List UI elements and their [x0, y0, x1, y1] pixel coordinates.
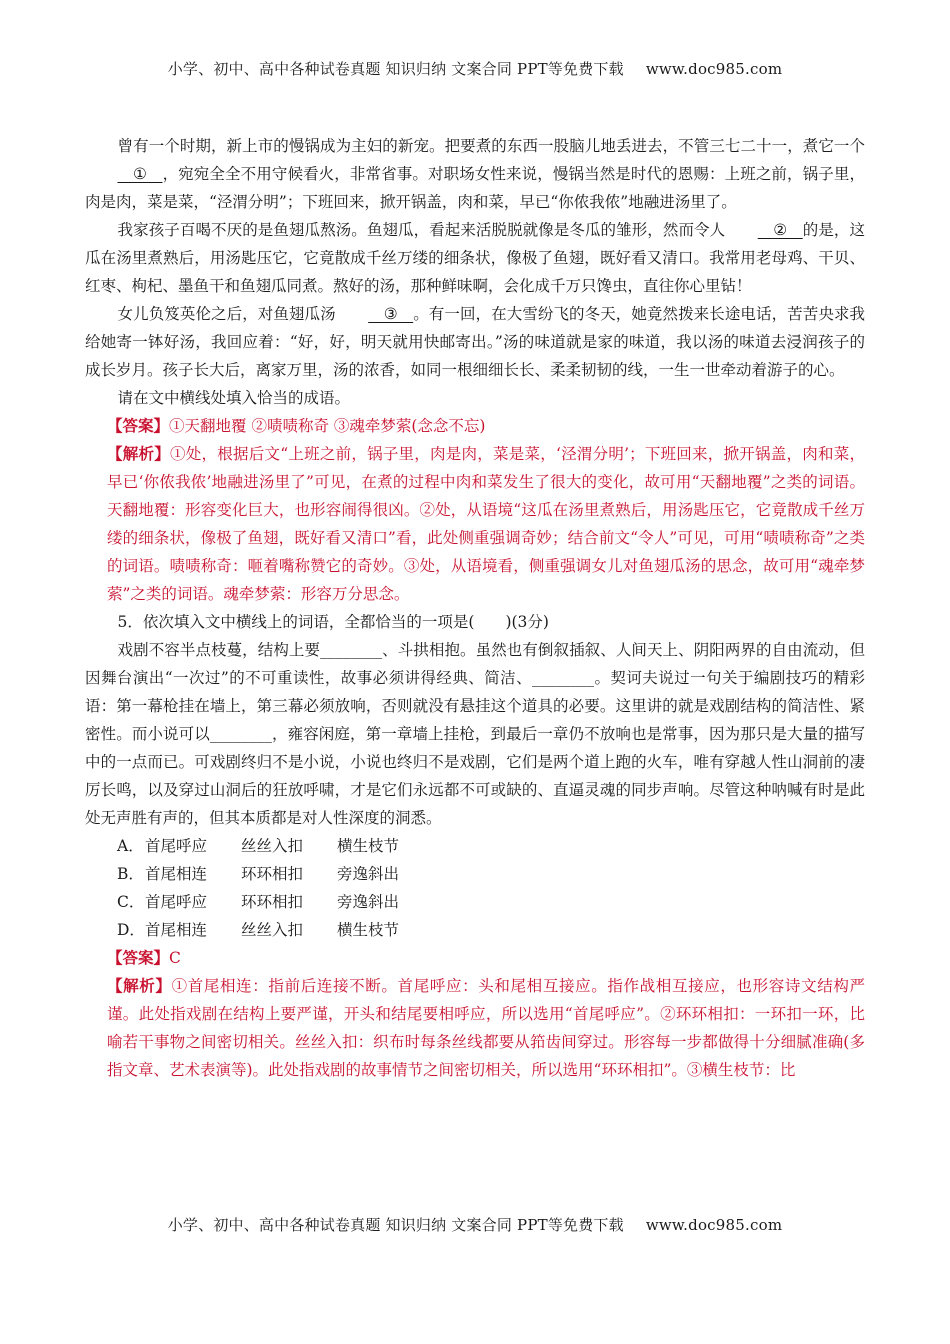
- question-prompt: 请在文中横线处填入恰当的成语。: [117, 389, 351, 407]
- answer-line-5: [85, 944, 865, 972]
- option-label: A．: [117, 837, 144, 855]
- analysis-paragraph: [85, 440, 865, 608]
- header-url[interactable]: www.doc985.com: [645, 60, 783, 78]
- option-word-2: 丝丝入扣: [241, 837, 304, 855]
- option-b[interactable]: [85, 860, 865, 888]
- option-label: C．: [117, 893, 145, 911]
- option-a[interactable]: [85, 832, 865, 860]
- answer-text: C: [169, 949, 181, 967]
- answer-text: ①天翻地覆 ②啧啧称奇 ③魂牵梦萦(念念不忘): [169, 417, 486, 435]
- option-word-1: 首尾呼应: [145, 893, 208, 911]
- paragraph-text: 的是，这瓜在汤里煮熟后，用汤匙压它，它竟散成千丝万缕的细条状，像极了鱼翅，既好看又清口。我常用老母鸡、干贝、红枣、枸杞、墨鱼干和鱼翅瓜同煮。熬好的汤，那种鲜味啊，会化成千万只馋虫，直往你心里钻！: [85, 221, 865, 295]
- document-body: [85, 132, 865, 1084]
- option-word-2: 丝丝入扣: [241, 921, 304, 939]
- paragraph-text: 曾有一个时期，新上市的慢锅成为主妇的新宠。把要煮的东西一股脑儿地丢进去，不管三七二十一，煮它一个: [117, 137, 865, 155]
- option-word-1: 首尾相连: [145, 865, 208, 883]
- analysis-label: 【解析】: [107, 444, 170, 463]
- option-word-3: 旁逸斜出: [337, 893, 400, 911]
- option-word-3: 横生枝节: [337, 921, 400, 939]
- analysis-text: ①处，根据后文“上班之前，锅子里，肉是肉，菜是菜，‘泾渭分明’；下班回来，掀开锅盖，肉和菜，早已‘你侬我侬’地融进汤里了”可见，在煮的过程中肉和菜发生了很大的变化，故可用“天翻地覆”之类的词语。天翻地覆：形容变化巨大，也形容闹得很凶。②处，从语境“这瓜在汤里煮熟后，用汤匙压它，它竟散成千丝万缕的细条状，像极了鱼翅，既好看又清口”看，此处侧重强调奇妙；结合前文“令人”可见，可用“啧啧称奇”之类的词语。啧啧称奇：咂着嘴称赞它的奇妙。③处，从语境看，侧重强调女儿对鱼翅瓜汤的思念，故可用“魂牵梦萦”之类的词语。魂牵梦萦：形容万分思念。: [107, 445, 865, 603]
- option-word-2: 环环相扣: [241, 865, 304, 883]
- analysis-paragraph-5: [85, 972, 865, 1084]
- option-label: B．: [117, 865, 144, 883]
- question-5-passage: 戏剧不容半点枝蔓，结构上要________、斗拱相抱。虽然也有倒叙插叙、人间天上、阴阳两界的自由流动，但因舞台演出“一次过”的不可重读性，故事必须讲得经典、简洁、________。契诃夫说过一句关于编剧技巧的精彩语：第一幕枪挂在墙上，第三幕必须放响，否则就没有悬挂这个道具的必要。这里讲的就是戏剧结构的简洁性、紧密性。而小说可以________，雍容闲庭，第一章墙上挂枪，到最后一章仍不放响也是常事，因为那只是大量的描写中的一点而已。可戏剧终归不是小说，小说也终归不是戏剧，它们是两个道上跑的火车，唯有穿越人性山洞前的凄厉长鸣，以及穿过山洞后的狂放呼啸，才是它们永远都不可或缺的、直逼灵魂的同步声响。尽管这种呐喊有时是此处无声胜有声的，但其本质都是对人性深度的洞悉。: [85, 641, 865, 827]
- page-footer: [0, 1214, 950, 1235]
- paragraph-text: ，宛宛全全不用守候看火，非常省事。对职场女性来说，慢锅当然是时代的恩赐：上班之前，锅子里，肉是肉，菜是菜，“泾渭分明”；下班回来，掀开锅盖，肉和菜，早已“你侬我侬”地融进汤里了。: [85, 165, 865, 211]
- paragraph-text: 。有一回，在大雪纷飞的冬天，她竟然拨来长途电话，苦苦央求我给她寄一钵好汤，我回应着：“好，好，明天就用快邮寄出。”汤的味道就是家的味道，我以汤的味道去浸润孩子的成长岁月。孩子长大后，离家万里，汤的浓香，如同一根细细长长、柔柔韧韧的线，一生一世牵动着游子的心。: [85, 305, 865, 379]
- option-label: D．: [117, 921, 145, 939]
- option-d[interactable]: [85, 916, 865, 944]
- option-word-3: 旁逸斜出: [337, 865, 400, 883]
- passage-paragraph-2: [85, 216, 865, 300]
- option-word-1: 首尾呼应: [145, 837, 208, 855]
- page-header: [0, 58, 950, 79]
- analysis-text: ①首尾相连：指前后连接不断。首尾呼应：头和尾相互接应。指作战相互接应，也形容诗文结构严谨。此处指戏剧在结构上要严谨，开头和结尾要相呼应，所以选用“首尾呼应”。②环环相扣：一环扣一环，比喻若干事物之间密切相关。丝丝入扣：织布时每条丝线都要从筘齿间穿过。形容每一步都做得十分细腻准确(多指文章、艺术表演等)。此处指戏剧的故事情节之间密切相关，所以选用“环环相扣”。③横生枝节：比: [107, 977, 865, 1079]
- option-word-3: 横生枝节: [337, 837, 400, 855]
- blank-3: __③__: [368, 305, 414, 323]
- header-text: 小学、初中、高中各种试卷真题 知识归纳 文案合同 PPT等免费下载: [167, 60, 624, 78]
- answer-line: [85, 412, 865, 440]
- analysis-label: 【解析】: [107, 976, 172, 995]
- question-5-stem: 5．依次填入文中横线上的词语，全都恰当的一项是( )(3分): [117, 613, 549, 631]
- paragraph-text: 我家孩子百喝不厌的是鱼翅瓜熬汤。鱼翅瓜，看起来活脱脱就像是冬瓜的雏形，然而令人: [117, 221, 726, 239]
- option-word-2: 环环相扣: [241, 893, 304, 911]
- blank-1: __①__: [117, 165, 163, 183]
- footer-url[interactable]: www.doc985.com: [645, 1216, 783, 1234]
- option-c[interactable]: [85, 888, 865, 916]
- blank-2: __②__: [757, 221, 803, 239]
- answer-label: 【答案】: [107, 416, 170, 435]
- option-word-1: 首尾相连: [145, 921, 208, 939]
- paragraph-text: 女儿负笈英伦之后，对鱼翅瓜汤: [117, 305, 336, 323]
- answer-label: 【答案】: [107, 948, 170, 967]
- passage-paragraph-3: [85, 300, 865, 384]
- passage-paragraph-1: [85, 132, 865, 216]
- footer-text: 小学、初中、高中各种试卷真题 知识归纳 文案合同 PPT等免费下载: [167, 1216, 624, 1234]
